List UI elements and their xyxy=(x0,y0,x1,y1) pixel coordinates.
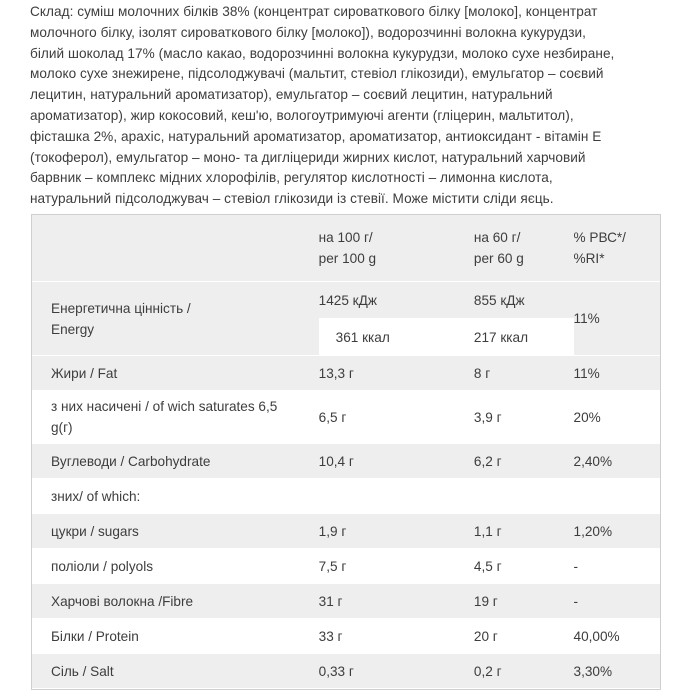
row-label: Сіль / Salt xyxy=(32,654,319,689)
energy-label xyxy=(32,282,319,356)
ingredients-text xyxy=(30,2,680,210)
row-value-rvs: 11% xyxy=(574,356,660,391)
ingredients-line: молоко сухе знежирене, підсолоджувачі (мальтит, стевіол глікозиди), емульгатор – соєвий xyxy=(30,66,604,82)
table-row xyxy=(32,514,660,549)
row-value-100: 13,3 г xyxy=(319,356,474,391)
table-row xyxy=(32,584,660,619)
table-row xyxy=(32,549,660,584)
row-value-rvs: 2,40% xyxy=(574,444,660,479)
table-row xyxy=(32,356,660,391)
row-value-60 xyxy=(474,479,574,514)
ingredients-line: білий шоколад 17% (масло какао, водорозчинні волокна кукурудзи, молоко сухе незбиране, xyxy=(30,45,615,61)
header-rvs-line1: % РВС*/ xyxy=(573,230,626,245)
row-label-line2: g(г) xyxy=(51,420,73,435)
row-label: зних/ of which: xyxy=(32,479,319,514)
energy-row-kj xyxy=(32,282,660,319)
ingredients-line: фісташка 2%, арахіс, натуральний ароматизатор, ароматизатор, антиоксидант - вітамін Е xyxy=(30,128,602,144)
header-per60-line1: на 60 г/ xyxy=(473,230,521,245)
row-label: Вуглеводи / Carbohydrate xyxy=(32,444,319,479)
energy-kcal-60: 217 ккал xyxy=(474,319,574,356)
header-per100-line2: per 100 g xyxy=(318,251,377,266)
header-per60 xyxy=(474,215,574,282)
ingredients-line: ароматизатор), жир кокосовий, кеш'ю, вологоутримуючі агенти (гліцерин, мальтитол), xyxy=(30,107,574,123)
row-value-100: 10,4 г xyxy=(319,444,474,479)
row-value-100: 33 г xyxy=(319,619,474,654)
table-row xyxy=(32,479,660,514)
row-value-60: 8 г xyxy=(474,356,574,391)
row-label: цукри / sugars xyxy=(32,514,319,549)
row-value-100: 31 г xyxy=(319,584,474,619)
ingredients-line: лецитин, натуральний ароматизатор), емульгатор – соєвий лецитин, натуральний xyxy=(30,87,553,103)
energy-kcal-100: 361 ккал xyxy=(319,319,474,356)
table-row xyxy=(32,619,660,654)
row-value-rvs xyxy=(574,479,660,514)
table-row xyxy=(32,654,660,689)
table-row xyxy=(32,391,660,444)
row-label: Білки / Protein xyxy=(32,619,319,654)
row-value-60: 4,5 г xyxy=(474,549,574,584)
row-label: Жири / Fat xyxy=(32,356,319,391)
table-row xyxy=(32,444,660,479)
header-per100-line1: на 100 г/ xyxy=(318,230,373,245)
energy-label-line2: Energy xyxy=(51,321,95,337)
table-header-row xyxy=(32,215,660,282)
row-value-60: 1,1 г xyxy=(474,514,574,549)
row-value-60: 19 г xyxy=(474,584,574,619)
header-rvs xyxy=(574,215,660,282)
row-value-60: 0,2 г xyxy=(474,654,574,689)
row-value-rvs: - xyxy=(574,584,660,619)
row-value-rvs: 3,30% xyxy=(574,654,660,689)
row-value-100: 7,5 г xyxy=(319,549,474,584)
nutrition-table xyxy=(31,214,661,690)
row-value-60: 3,9 г xyxy=(474,391,574,444)
ingredients-line: молочного білку, ізолят сироваткового білку [молоко]), водорозчинні волокна кукурудзи, xyxy=(30,24,586,40)
row-label-line1: з них насичені / of wich saturates 6,5 xyxy=(51,399,278,414)
energy-label-line1: Енергетична цінність / xyxy=(51,300,191,316)
header-rvs-line2: %RI* xyxy=(573,251,605,266)
row-value-100: 6,5 г xyxy=(319,391,474,444)
row-value-rvs: 20% xyxy=(574,391,660,444)
row-value-rvs: 1,20% xyxy=(574,514,660,549)
ingredients-line: натуральний підсолоджувач – стевіол глікозиди із стевії. Може містити сліди яєць. xyxy=(30,191,554,207)
row-value-rvs: - xyxy=(574,549,660,584)
energy-rvs: 11% xyxy=(574,282,660,356)
row-value-rvs: 40,00% xyxy=(574,619,660,654)
energy-kj-100: 1425 кДж xyxy=(319,282,474,319)
row-value-100: 1,9 г xyxy=(319,514,474,549)
energy-kj-60: 855 кДж xyxy=(474,282,574,319)
row-label: поліоли / polyols xyxy=(32,549,319,584)
row-value-100 xyxy=(319,479,474,514)
header-empty-cell xyxy=(32,215,319,282)
row-label xyxy=(32,391,319,444)
header-per60-line2: per 60 g xyxy=(473,251,524,266)
row-value-60: 6,2 г xyxy=(474,444,574,479)
ingredients-line: барвник – комплекс мідних хлорофілів, регулятор кислотності – лимонна кислота, xyxy=(30,170,553,186)
ingredients-line: (токоферол), емульгатор – моно- та дигліцериди жирних кислот, натуральний харчовий xyxy=(30,149,586,165)
row-value-60: 20 г xyxy=(474,619,574,654)
ingredients-line: Склад: суміш молочних білків 38% (концентрат сироваткового білку [молоко], концентрат xyxy=(30,4,598,19)
header-per100 xyxy=(319,215,474,282)
row-value-100: 0,33 г xyxy=(319,654,474,689)
row-label: Харчові волокна /Fibre xyxy=(32,584,319,619)
